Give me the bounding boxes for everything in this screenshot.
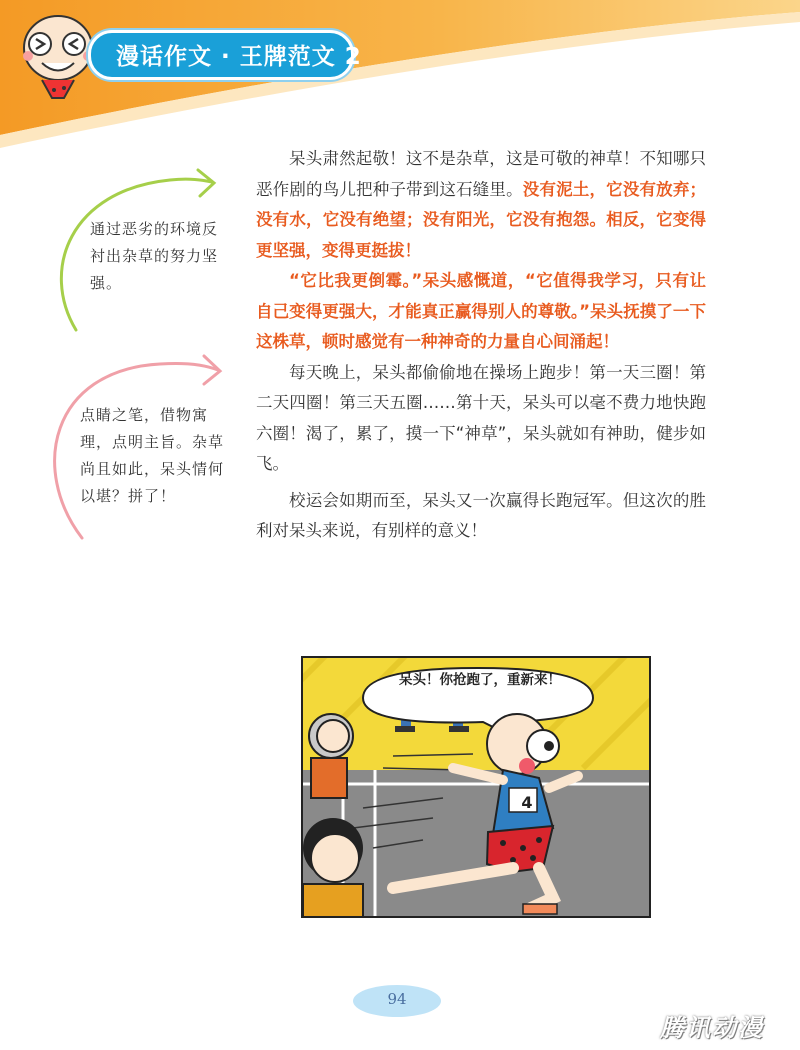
paragraph-3 xyxy=(256,358,706,480)
paragraph-2 xyxy=(256,266,706,358)
paragraph-3-text: 每天晚上，呆头都偷偷地在操场上跑步！第一天三圈！第二天四圈！第三天五圈……第十天，呆头可以毫不费力地快跑六圈！渴了，累了，摸一下“神草”，呆头就如有神助，健步如飞。 xyxy=(256,362,706,473)
paragraph-1-text: 呆头肃然起敬！这不是杂草，这是可敬的神草！不知哪只恶作剧的鸟儿把种子带到这石缝里。 xyxy=(256,149,706,199)
story-text xyxy=(256,144,706,547)
paragraph-4-text: 校运会如期而至，呆头又一次赢得长跑冠军。但这次的胜利对呆头来说，有别样的意义！ xyxy=(256,490,706,540)
speech-bubble-text: 呆头！你抢跑了，重新来！ xyxy=(399,672,561,688)
comic-illustration xyxy=(303,658,651,918)
page-number: 94 xyxy=(387,990,407,1008)
watermark: 腾讯动漫 xyxy=(660,1014,764,1042)
paragraph-1-highlight: 没有泥土，它没有放弃；没有水，它没有绝望；没有阳光，它没有抱怨。相反，它变得更坚强，变得更挺拔！ xyxy=(256,179,707,260)
series-title: 漫话作文 · 王牌范文 2 xyxy=(116,44,362,70)
comic-panel xyxy=(301,656,651,918)
runner-bib-number: 4 xyxy=(521,793,533,812)
side-note-1: 通过恶劣的环境反衬出杂草的努力坚强。 xyxy=(90,220,219,292)
paragraph-2-highlight: “它比我更倒霉。”呆头感慨道，“它值得我学习，只有让自己变得更强大，才能真正赢得别人的尊敬。”呆头抚摸了一下这株草，顿时感觉有一种神奇的力量自心间涌起！ xyxy=(256,271,706,351)
paragraph-4 xyxy=(256,486,706,547)
side-note-2: 点睛之笔，借物寓理，点明主旨。杂草尚且如此，呆头情何以堪？拼了！ xyxy=(80,406,225,505)
paragraph-1 xyxy=(256,144,706,266)
